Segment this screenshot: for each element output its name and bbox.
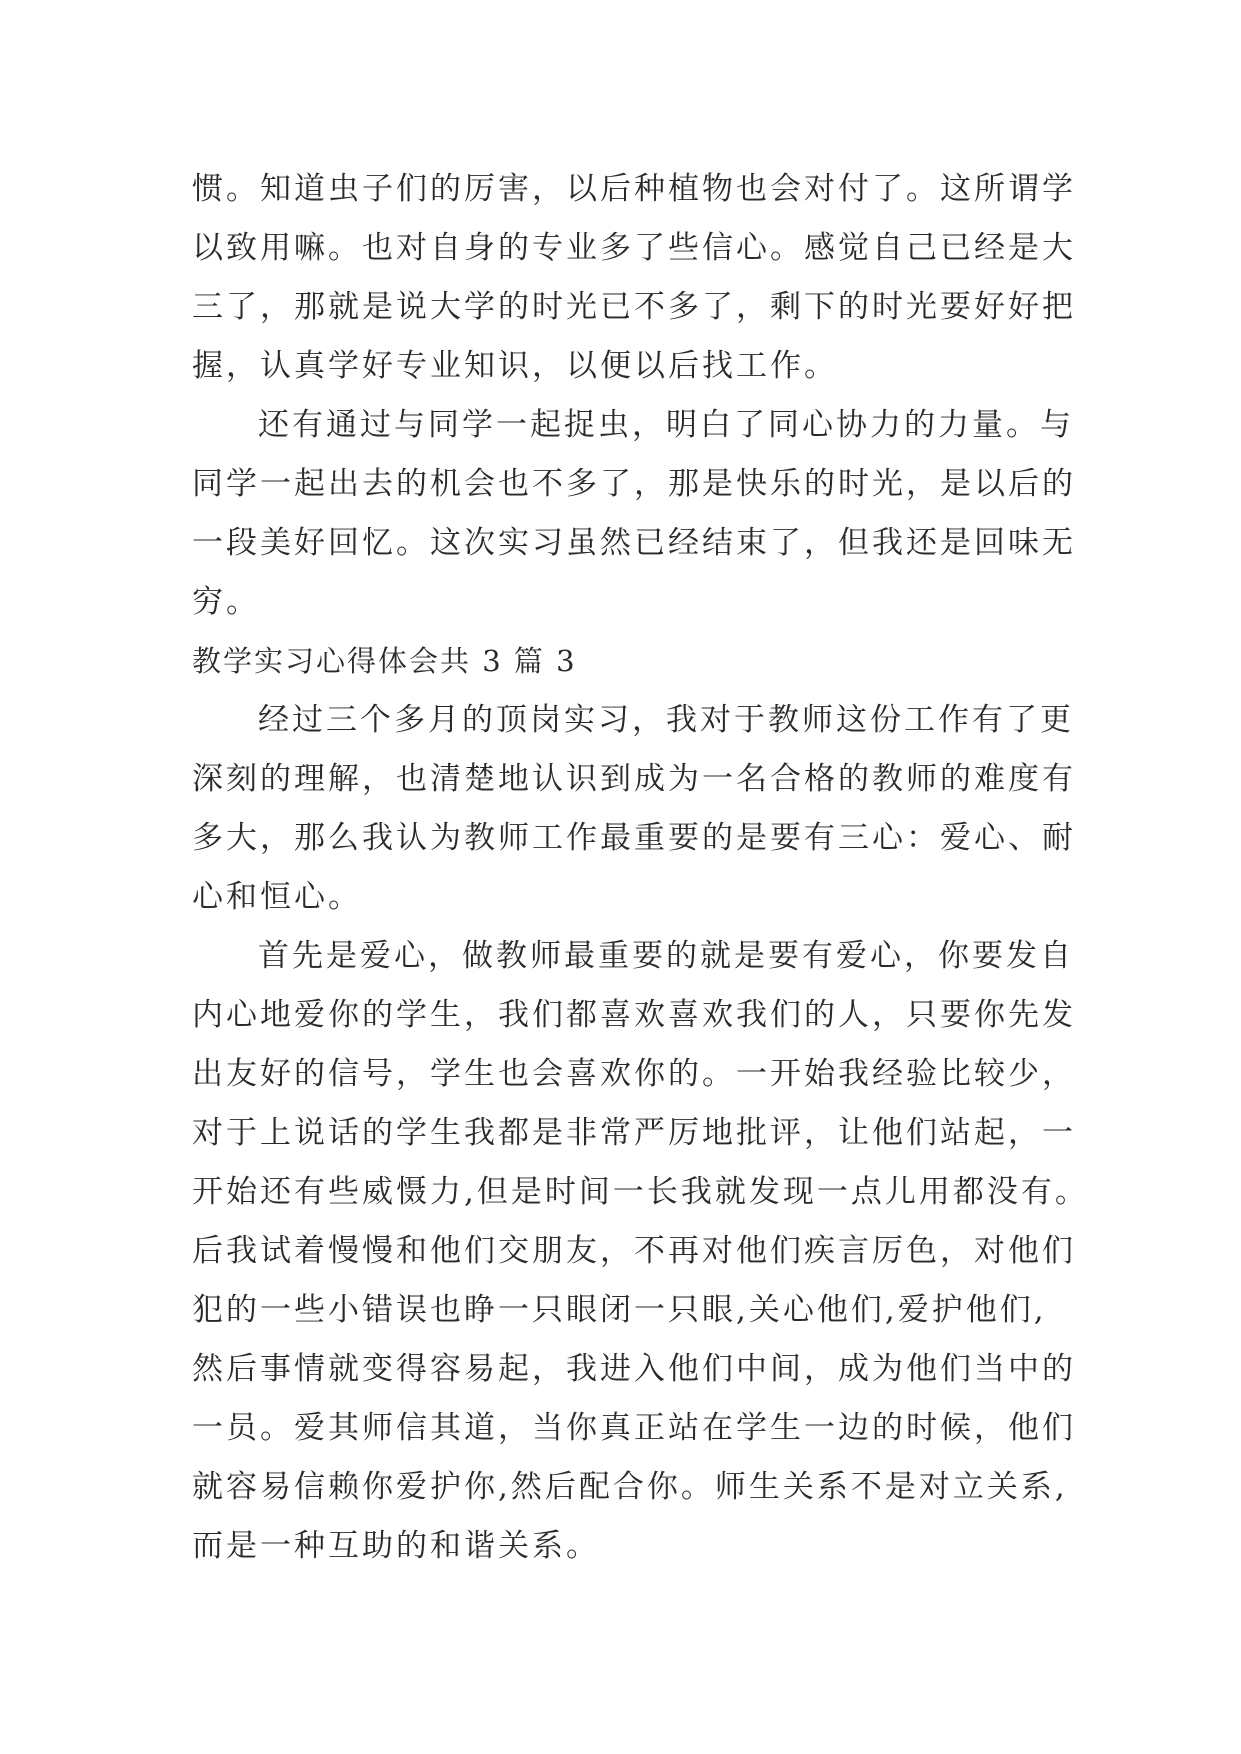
text-line: 深刻的理解，也清楚地认识到成为一名合格的教师的难度有: [192, 761, 1076, 797]
text-line: 犯的一些小错误也睁一只眼闭一只眼,关心他们,爱护他们,: [192, 1292, 1047, 1328]
section-heading: 教学实习心得体会共 3 篇 3: [192, 644, 577, 678]
text-line: 握，认真学好专业知识，以便以后找工作。: [192, 348, 838, 384]
text-line: 出友好的信号，学生也会喜欢你的。一开始我经验比较少，: [192, 1056, 1076, 1092]
text-line: 以致用嘛。也对自身的专业多了些信心。感觉自己已经是大: [192, 230, 1076, 266]
text-line: 对于上说话的学生我都是非常严厉地批评，让他们站起，一: [192, 1115, 1076, 1151]
text-line: 开始还有些威慑力,但是时间一长我就发现一点儿用都没有。: [192, 1174, 1089, 1210]
text-line: 三了，那就是说大学的时光已不多了，剩下的时光要好好把: [192, 289, 1076, 325]
text-line: 还有通过与同学一起捉虫，明白了同心协力的力量。与: [258, 407, 1074, 443]
paragraph-2: [192, 396, 1076, 632]
text-line: 惯。知道虫子们的厉害，以后种植物也会对付了。这所谓学: [192, 171, 1076, 207]
paragraph-1: [192, 160, 1076, 396]
text-line: 内心地爱你的学生，我们都喜欢喜欢我们的人，只要你先发: [192, 997, 1076, 1033]
text-line: 一员。爱其师信其道，当你真正站在学生一边的时候，他们: [192, 1410, 1076, 1446]
text-line: 后我试着慢慢和他们交朋友，不再对他们疾言厉色，对他们: [192, 1233, 1076, 1269]
text-line: 然后事情就变得容易起，我进入他们中间，成为他们当中的: [192, 1351, 1076, 1387]
text-line: 心和恒心。: [192, 879, 362, 915]
text-line: 穷。: [192, 584, 260, 620]
text-line: 同学一起出去的机会也不多了，那是快乐的时光，是以后的: [192, 466, 1076, 502]
text-line: 多大，那么我认为教师工作最重要的是要有三心：爱心、耐: [192, 820, 1076, 856]
paragraph-4: [192, 927, 1089, 1576]
paragraph-3: [192, 691, 1076, 927]
document-body: [192, 160, 1089, 1576]
text-line: 一段美好回忆。这次实习虽然已经结束了，但我还是回味无: [192, 525, 1076, 561]
text-line: 经过三个多月的顶岗实习，我对于教师这份工作有了更: [258, 702, 1074, 738]
text-line: 而是一种互助的和谐关系。: [192, 1528, 600, 1564]
text-line: 首先是爱心，做教师最重要的就是要有爱心，你要发自: [258, 938, 1074, 974]
text-line: 就容易信赖你爱护你,然后配合你。师生关系不是对立关系,: [192, 1469, 1068, 1505]
